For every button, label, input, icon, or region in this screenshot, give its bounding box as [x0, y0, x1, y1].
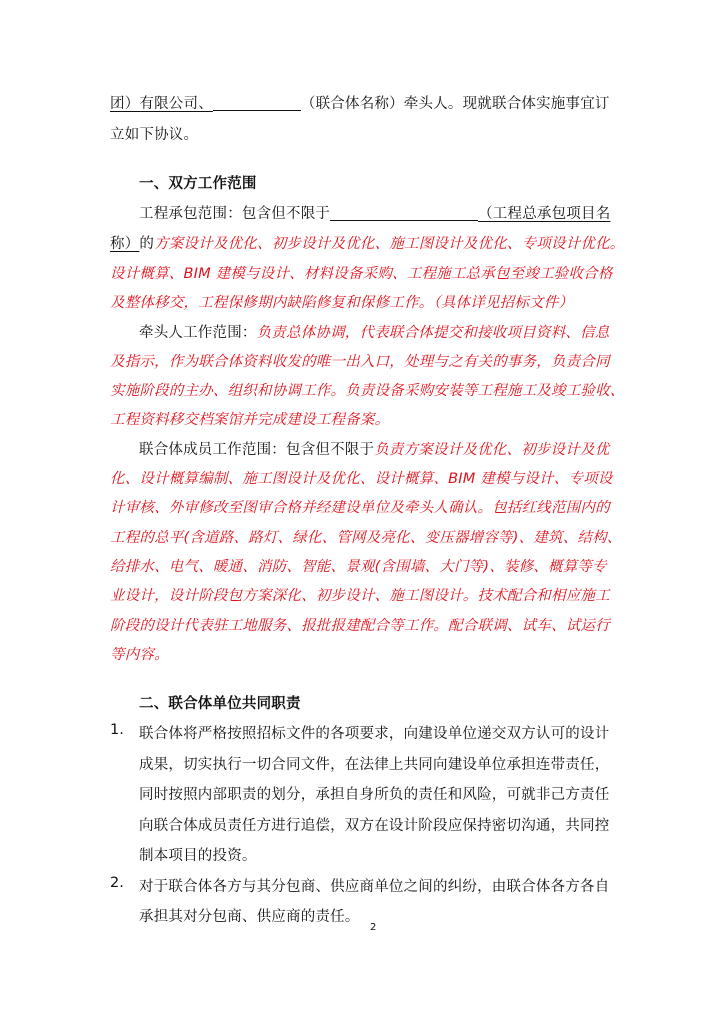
member-scope-4: 工程的总平(含道路、路灯、绿化、管网及亮化、变压器增容等)、建筑、结构、 [110, 530, 622, 546]
contractor-project-b: 称） [110, 236, 140, 252]
contractor-scope-3: 及整体移交，工程保修期内缺陷修复和保修工作。（具体详见招标文件） [110, 295, 574, 311]
intro-consortium: （联合体名称）牵头人。现就联合体实施事宜订 [300, 96, 610, 112]
contractor-scope-1: 方案设计及优化、初步设计及优化、施工图设计及优化、专项设计优化。 [154, 236, 625, 252]
contractor-join: 的 [139, 236, 155, 252]
page-number: 2 [370, 922, 377, 933]
item-2-number: 2. [110, 875, 124, 891]
item-1-line: 成果，切实执行一切合同文件，在法律上共同向建设单位承担连带责任， [139, 757, 610, 773]
member-scope-8: 等内容。 [110, 647, 169, 663]
member-scope-line-1 [139, 438, 609, 459]
item-1-number: 1. [110, 722, 124, 738]
item-1-line: 联合体将严格按照招标文件的各项要求，向建设单位递交双方认可的设计 [139, 726, 610, 742]
item-1-line: 向联合体成员责任方进行追偿，双方在设计阶段应保持密切沟通，共同控 [139, 818, 610, 834]
lead-scope-4: 工程资料移交档案馆并完成建设工程备案。 [110, 412, 390, 428]
member-scope-1: 负责方案设计及优化、初步设计及优 [374, 442, 610, 458]
consortium-name-blank [213, 96, 301, 111]
item-1-line: 制本项目的投资。 [139, 848, 257, 864]
lead-scope-3: 实施阶段的主办、组织和协调工作。负责设备采购安装等工程施工及竣工验收、 [110, 383, 625, 399]
item-2-line: 承担其对分包商、供应商的责任。 [139, 909, 360, 925]
lead-label: 牵头人工作范围： [139, 325, 257, 341]
member-scope-5: 给排水、电气、暖通、消防、智能、景观(含围墙、大门等)、装修、概算等专 [110, 559, 607, 575]
member-scope-2: 化、设计概算编制、施工图设计及优化、设计概算、BIM 建模与设计、专项设 [110, 471, 613, 487]
member-label: 联合体成员工作范围：包含但不限于 [139, 442, 375, 458]
project-name-blank [330, 206, 478, 221]
item-2-line: 对于联合体各方与其分包商、供应商单位之间的纠纷，由联合体各方各自 [139, 879, 610, 895]
contractor-scope-line-1 [139, 202, 610, 223]
contractor-project-a: （工程总承包项目名 [478, 206, 611, 222]
item-1-line: 同时按照内部职责的划分，承担自身所负的责任和风险，可就非己方责任 [139, 787, 610, 803]
section1-heading: 一、双方工作范围 [139, 176, 257, 192]
intro-line-2: 立如下协议。 [110, 127, 199, 143]
section2-heading: 二、联合体单位共同职责 [139, 696, 301, 712]
intro-line-1 [110, 92, 610, 113]
lead-scope-2: 及指示，作为联合体资料收发的唯一出入口，处理与之有关的事务，负责合同 [110, 354, 610, 370]
lead-scope-line-1 [139, 321, 609, 342]
contractor-scope-2: 设计概算、BIM 建模与设计、材料设备采购、工程施工总承包至竣工验收合格 [110, 266, 613, 282]
member-scope-7: 阶段的设计代表驻工地服务、报批报建配合等工作。配合联调、试车、试运行 [110, 618, 610, 634]
contractor-scope-line-2 [110, 232, 625, 253]
lead-scope-1: 负责总体协调，代表联合体提交和接收项目资料、信息 [256, 325, 610, 341]
member-scope-3: 计审核、外审修改至图审合格并经建设单位及牵头人确认。包括红线范围内的 [110, 500, 610, 516]
contractor-label: 工程承包范围：包含但不限于 [139, 206, 331, 222]
member-scope-6: 业设计，设计阶段包方案深化、初步设计、施工图设计。技术配合和相应施工 [110, 588, 610, 604]
intro-company: 团）有限公司、 [110, 96, 213, 112]
